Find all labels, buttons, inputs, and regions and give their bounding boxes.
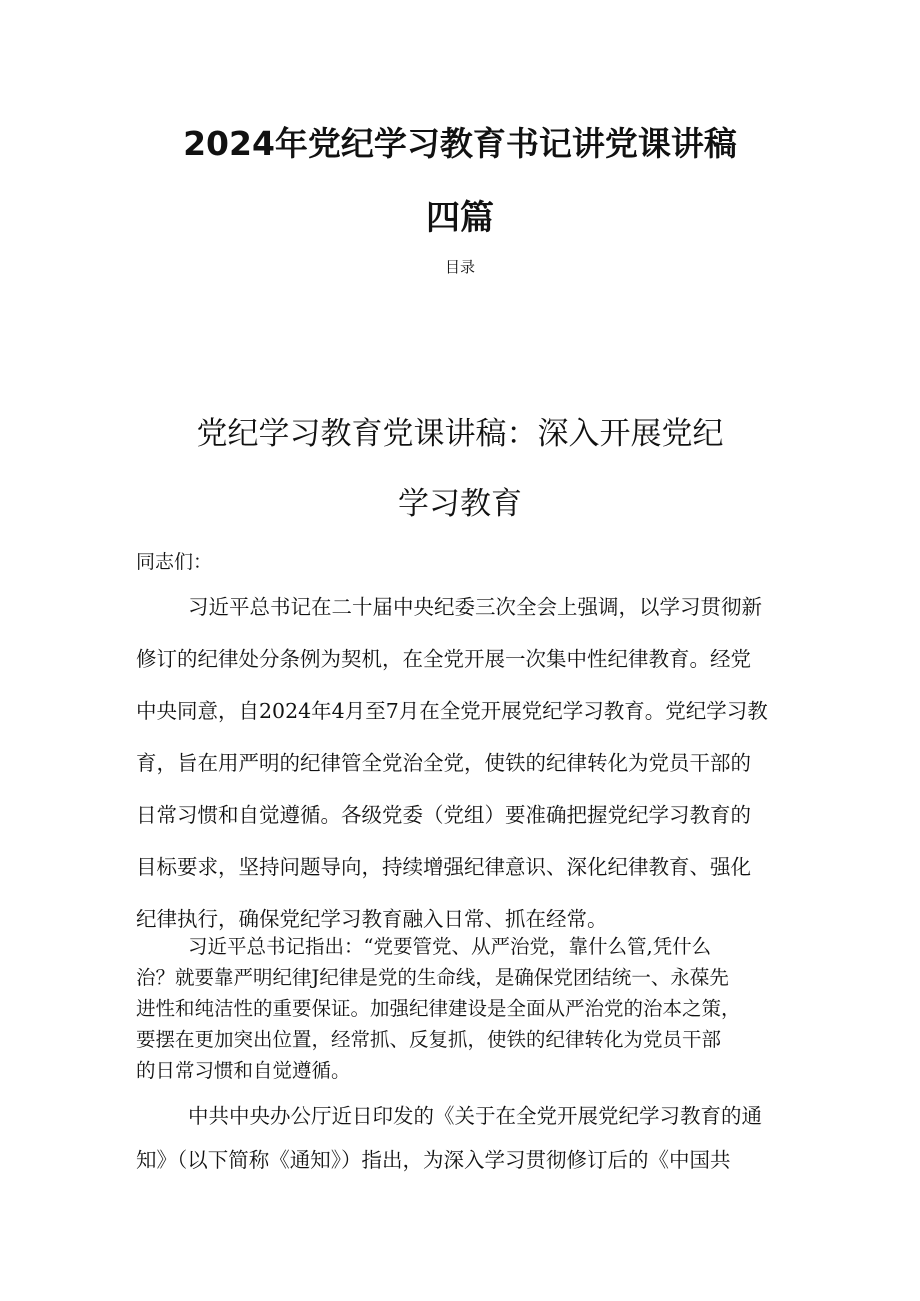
paragraph-line: 治？就要靠严明纪律J纪律是党的生命线，是确保党团结统一、永葆先 — [136, 966, 729, 989]
paragraph-line: 进性和纯洁性的重要保证。加强纪律建设是全面从严治党的治本之策， — [136, 997, 741, 1020]
paragraph-3 — [136, 1101, 786, 1189]
paragraph-line: 日常习惯和自觉遵循。各级党委（党组）要准确把握党纪学习教育的 — [136, 803, 751, 827]
section-title-line2: 学习教育 — [398, 486, 522, 522]
salutation: 同志们： — [136, 551, 213, 573]
document-title-line2: 四篇 — [426, 198, 494, 238]
paragraph-line: 目标要求，坚持问题导向，持续增强纪律意识、深化纪律教育、强化 — [136, 855, 751, 879]
paragraph-line: 中共中央办公厅近日印发的《关于在全党开展党纪学习教育的通 — [188, 1104, 762, 1128]
paragraph-line: 习近平总书记指出：“党要管党、从严治党，靠什么管,凭什么 — [188, 935, 712, 958]
paragraph-line: 的日常习惯和自觉遵循。 — [136, 1059, 351, 1082]
paragraph-line: 知》（以下简称《通知》）指出，为深入学习贯彻修订后的《中国共 — [136, 1148, 731, 1172]
paragraph-line: 中央同意，自2024年4月至7月在全党开展党纪学习教育。党纪学习教 — [136, 699, 768, 723]
paragraph-2 — [136, 933, 786, 1088]
paragraph-1 — [136, 592, 786, 956]
paragraph-line: 修订的纪律处分条例为契机，在全党开展一次集中性纪律教育。经党 — [136, 647, 751, 671]
paragraph-line: 习近平总书记在二十届中央纪委三次全会上强调，以学习贯彻新 — [188, 595, 762, 619]
section-title-line1: 党纪学习教育党课讲稿：深入开展党纪 — [196, 416, 724, 452]
document-title-line1: 2024年党纪学习教育书记讲党课讲稿 — [183, 124, 737, 163]
table-of-contents-label: 目录 — [444, 258, 475, 276]
paragraph-line: 育，旨在用严明的纪律管全党治全党，使铁的纪律转化为党员干部的 — [136, 751, 751, 775]
paragraph-line: 纪律执行，确保党纪学习教育融入日常、抓在经常。 — [136, 907, 608, 931]
paragraph-line: 要摆在更加突出位置，经常抓、反复抓，使铁的纪律转化为党员干部 — [136, 1028, 722, 1051]
